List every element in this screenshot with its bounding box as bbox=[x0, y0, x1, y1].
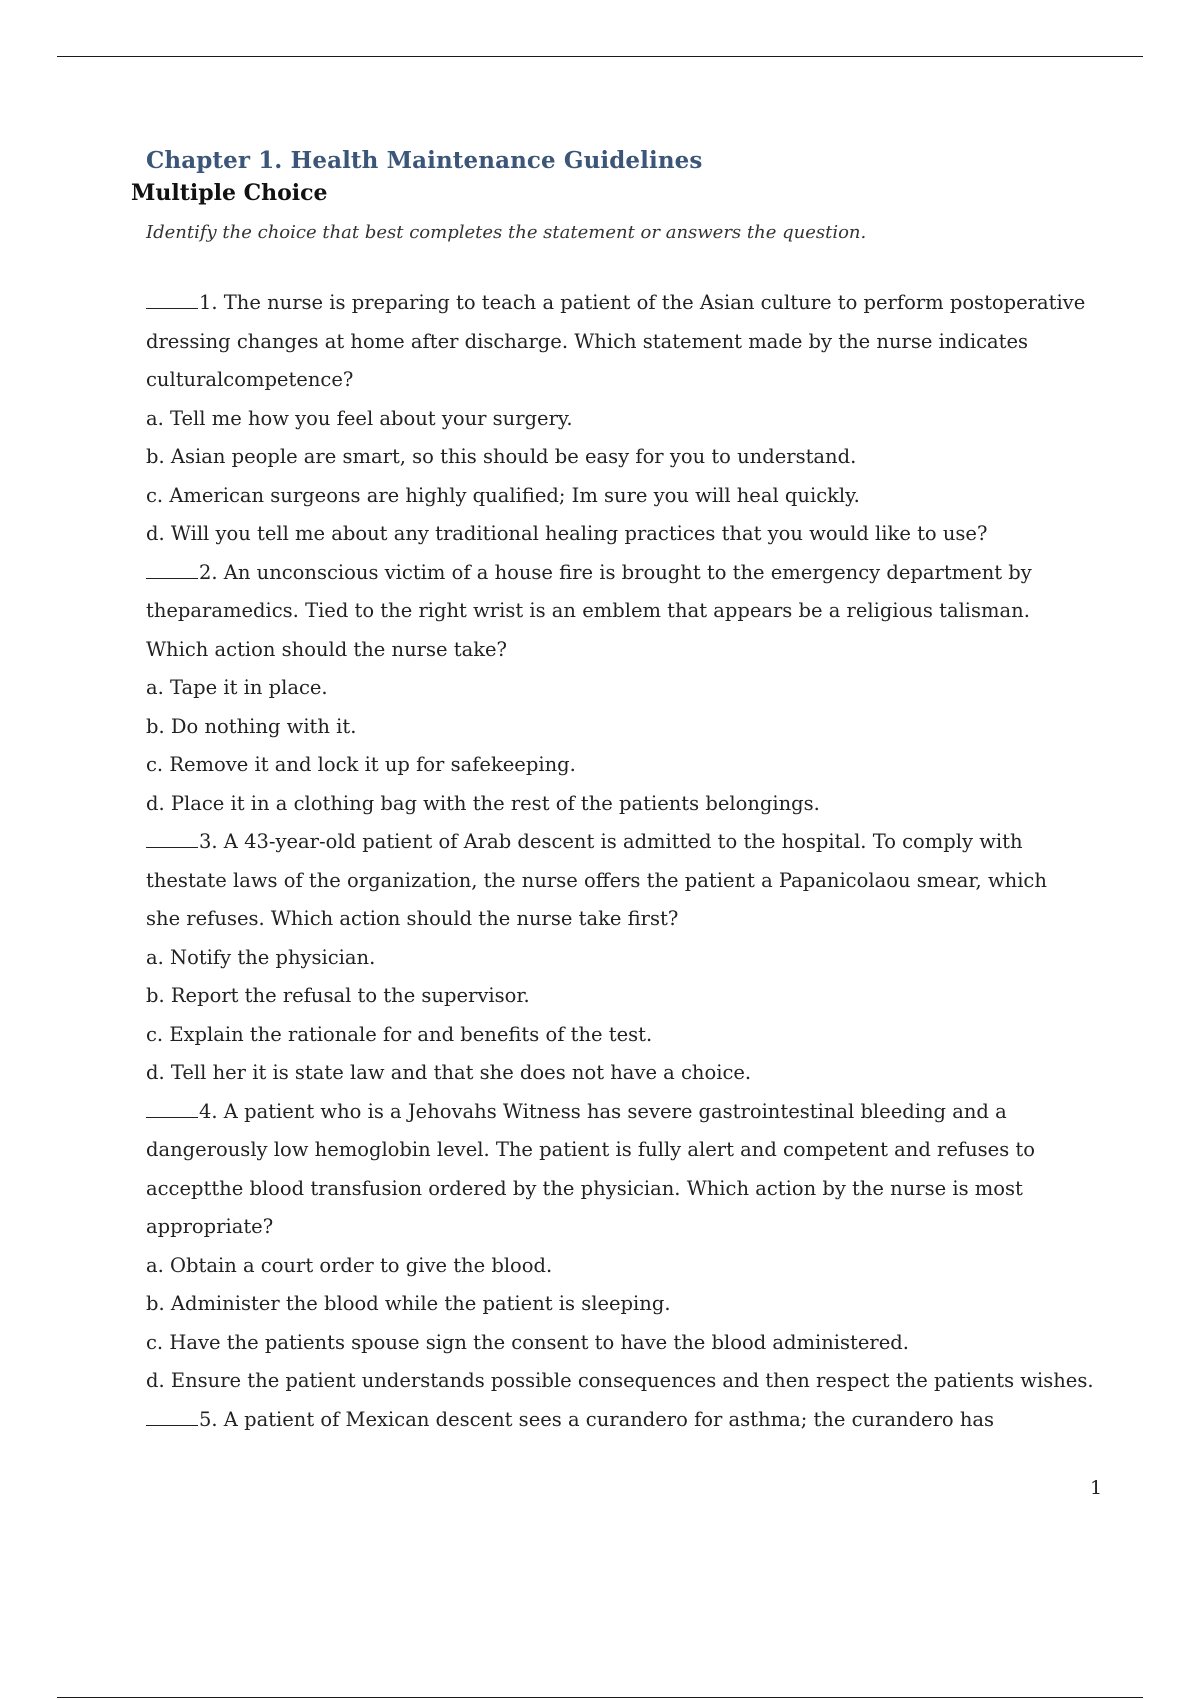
question-text: 4. A patient who is a Jehovahs Witness has severe gastrointestinal bleeding and a dangerously low hemoglobin level. The patient is fully alert and competent and refuses to acceptthe blood transfusion ordered by the physician. Which action by the nurse is most appropriate? bbox=[146, 1099, 1035, 1238]
question-text: 1. The nurse is preparing to teach a patient of the Asian culture to perform postoperative dressing changes at home after discharge. Which statement made by the nurse indicates culturalcompetence? bbox=[146, 291, 1086, 391]
answer-option: a. Notify the physician. bbox=[146, 945, 376, 969]
question-stem bbox=[146, 1093, 1086, 1247]
question-list bbox=[146, 284, 1094, 1439]
answer-option: c. Have the patients spouse sign the consent to have the blood administered. bbox=[146, 1330, 909, 1354]
answer-option: b. Report the refusal to the supervisor. bbox=[146, 984, 530, 1007]
answer-option: d. Place it in a clothing bag with the rest of the patients belongings. bbox=[146, 791, 820, 815]
question-stem bbox=[146, 823, 1086, 939]
answer-option: d. Tell her it is state law and that she does not have a choice. bbox=[146, 1061, 752, 1084]
question-item bbox=[146, 1401, 1086, 1440]
answer-options bbox=[146, 939, 1086, 1093]
section-heading: Multiple Choice bbox=[131, 180, 328, 206]
question-text: 5. A patient of Mexican descent sees a curandero for asthma; the curandero has bbox=[199, 1407, 995, 1431]
page-number: 1 bbox=[1090, 1477, 1103, 1499]
answer-option: d. Ensure the patient understands possible consequences and then respect the patients wishes. bbox=[146, 1369, 1094, 1392]
answer-option: b. Do nothing with it. bbox=[146, 714, 357, 738]
answer-options bbox=[146, 1247, 1094, 1401]
answer-option: b. Administer the blood while the patient is sleeping. bbox=[146, 1292, 671, 1315]
answer-blank[interactable] bbox=[146, 827, 198, 848]
answer-blank[interactable] bbox=[146, 558, 198, 579]
answer-option: c. Remove it and lock it up for safekeeping. bbox=[146, 753, 576, 776]
question-stem bbox=[146, 554, 1086, 670]
chapter-title: Chapter 1. Health Maintenance Guidelines bbox=[146, 147, 703, 174]
instructions: Identify the choice that best completes the statement or answers the question. bbox=[146, 222, 867, 243]
question-item bbox=[146, 823, 1086, 1093]
question-text: 2. An unconscious victim of a house fire is brought to the emergency department by theparamedics. Tied to the right wrist is an emblem that appears be a religious talisman. Which action should the nurse take? bbox=[146, 560, 1032, 661]
answer-option: c. American surgeons are highly qualified; Im sure you will heal quickly. bbox=[146, 483, 860, 507]
question-text: 3. A 43-year-old patient of Arab descent is admitted to the hospital. To comply with thestate laws of the organization, the nurse offers the patient a Papanicolaou smear, which she refuses. Which action should the nurse take first? bbox=[146, 830, 1047, 930]
answer-options bbox=[146, 400, 1086, 554]
answer-blank[interactable] bbox=[146, 1097, 198, 1118]
question-stem bbox=[146, 284, 1086, 400]
answer-options bbox=[146, 669, 1086, 823]
question-item bbox=[146, 554, 1086, 824]
question-item bbox=[146, 284, 1086, 554]
answer-option: a. Obtain a court order to give the blood. bbox=[146, 1253, 553, 1277]
answer-blank[interactable] bbox=[146, 288, 198, 309]
answer-option: a. Tape it in place. bbox=[146, 676, 328, 699]
answer-option: a. Tell me how you feel about your surgery. bbox=[146, 406, 573, 430]
answer-blank[interactable] bbox=[146, 1405, 198, 1426]
answer-option: d. Will you tell me about any traditional healing practices that you would like to use? bbox=[146, 522, 988, 545]
footer-rule bbox=[57, 1697, 1143, 1698]
answer-option: c. Explain the rationale for and benefits of the test. bbox=[146, 1022, 653, 1046]
question-item bbox=[146, 1093, 1094, 1401]
question-stem bbox=[146, 1401, 1086, 1440]
answer-option: b. Asian people are smart, so this should be easy for you to understand. bbox=[146, 445, 857, 468]
